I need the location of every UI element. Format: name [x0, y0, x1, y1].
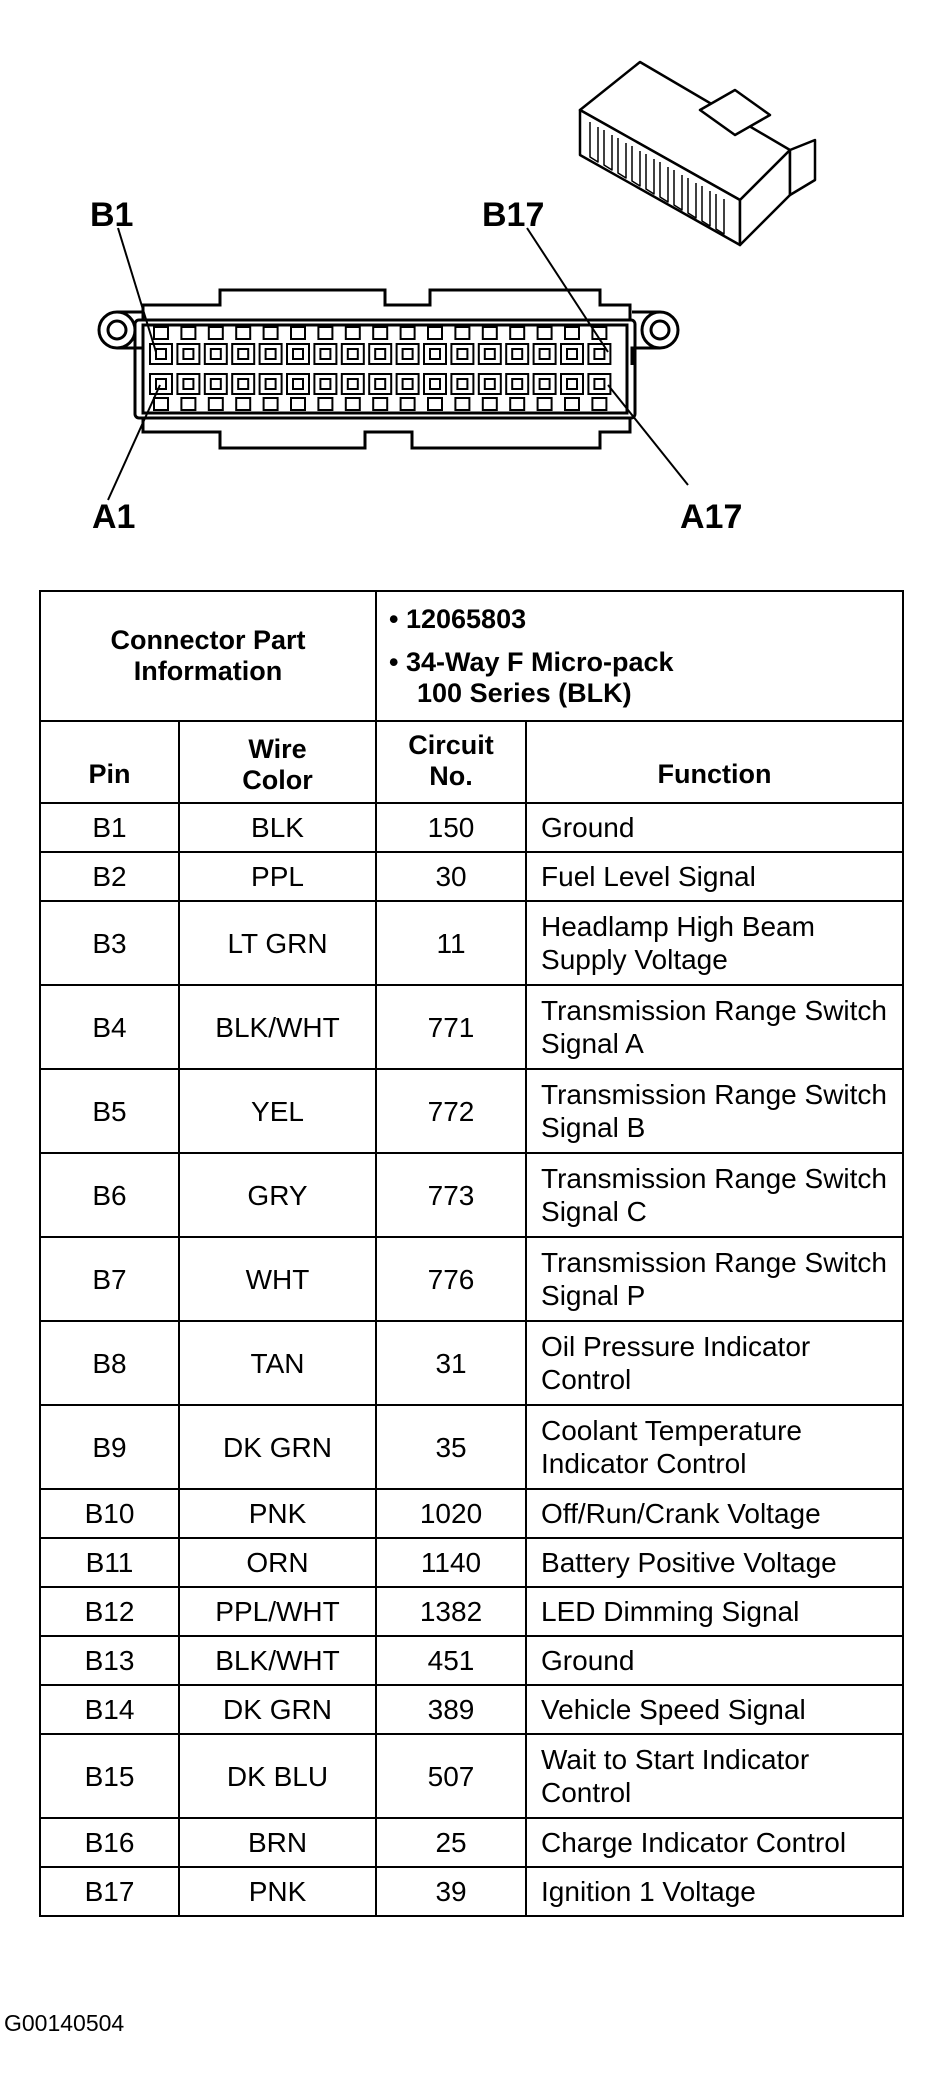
- pin-terminal: [348, 379, 358, 389]
- pin-terminal: [238, 379, 248, 389]
- wire-color-cell: WHT: [179, 1237, 376, 1321]
- col-header-circuit: [376, 721, 526, 803]
- function-cell: Charge Indicator Control: [526, 1818, 903, 1867]
- iso-slot: [688, 178, 696, 218]
- pin-terminal: [485, 379, 495, 389]
- pin-cavity-grid: [150, 327, 610, 410]
- circuit-cell: 1140: [376, 1538, 526, 1587]
- pin-cell: B14: [40, 1685, 179, 1734]
- col-header-function: Function: [526, 721, 903, 803]
- pin-cell: B4: [40, 985, 179, 1069]
- pin-cell: B12: [40, 1587, 179, 1636]
- function-cell: Oil Pressure Indicator Control: [526, 1321, 903, 1405]
- table-row: [40, 901, 903, 985]
- col-header-pin: Pin: [40, 721, 179, 803]
- latch-tab: [209, 398, 223, 410]
- pin-cell: B13: [40, 1636, 179, 1685]
- pin-cavity: [369, 344, 391, 364]
- wire-color-cell: DK GRN: [179, 1685, 376, 1734]
- pin-cavity: [232, 344, 254, 364]
- circuit-cell: 35: [376, 1405, 526, 1489]
- pin-cavity: [342, 374, 364, 394]
- wire-color-cell: BLK: [179, 803, 376, 852]
- function-cell: LED Dimming Signal: [526, 1587, 903, 1636]
- table-row: [40, 803, 903, 852]
- pin-terminal: [512, 349, 522, 359]
- function-cell: Ignition 1 Voltage: [526, 1867, 903, 1916]
- pin-terminal: [512, 379, 522, 389]
- pin-cavity: [205, 374, 227, 394]
- function-cell: Transmission Range Switch Signal B: [526, 1069, 903, 1153]
- circuit-cell: 1020: [376, 1489, 526, 1538]
- table-row: [40, 1538, 903, 1587]
- pin-cavity: [534, 374, 556, 394]
- connector-diagram: [0, 0, 941, 560]
- pin-terminal: [567, 379, 577, 389]
- pin-cavity: [561, 374, 583, 394]
- pin-cell: B16: [40, 1818, 179, 1867]
- pin-cavity: [534, 344, 556, 364]
- circuit-cell: 11: [376, 901, 526, 985]
- pin-cavity: [479, 344, 501, 364]
- pin-cell: B1: [40, 803, 179, 852]
- table-row: [40, 1321, 903, 1405]
- table-row: [40, 1734, 903, 1818]
- table-row: [40, 1587, 903, 1636]
- latch-tab: [510, 327, 524, 339]
- iso-slot: [604, 130, 612, 170]
- pin-cavity: [177, 374, 199, 394]
- latch-tab: [401, 398, 415, 410]
- function-cell: Off/Run/Crank Voltage: [526, 1489, 903, 1538]
- pin-cavity: [397, 374, 419, 394]
- pin-cell: B2: [40, 852, 179, 901]
- circuit-cell: 25: [376, 1818, 526, 1867]
- pin-cavity: [205, 344, 227, 364]
- wire-color-cell: GRY: [179, 1153, 376, 1237]
- circuit-cell: 30: [376, 852, 526, 901]
- pin-cavity: [287, 344, 309, 364]
- function-cell: Coolant Temperature Indicator Control: [526, 1405, 903, 1489]
- latch-tab: [428, 327, 442, 339]
- pin-cavity: [424, 344, 446, 364]
- pin-cavity: [260, 344, 282, 364]
- latch-tab: [510, 398, 524, 410]
- latch-tab: [181, 327, 195, 339]
- pin-cavity: [150, 374, 172, 394]
- circuit-cell: 150: [376, 803, 526, 852]
- circuit-cell: 776: [376, 1237, 526, 1321]
- pin-cavity: [287, 374, 309, 394]
- pin-cavity: [506, 374, 528, 394]
- latch-tab: [483, 327, 497, 339]
- label-a1: A1: [92, 498, 136, 536]
- circuit-cell: 389: [376, 1685, 526, 1734]
- label-b17: B17: [482, 196, 545, 234]
- table-row: [40, 1237, 903, 1321]
- pin-cell: B11: [40, 1538, 179, 1587]
- connector-part-info-title: [40, 591, 376, 721]
- function-cell: Ground: [526, 803, 903, 852]
- label-a17: A17: [680, 498, 743, 536]
- pin-cavity: [177, 344, 199, 364]
- pin-terminal: [293, 379, 303, 389]
- function-cell: Transmission Range Switch Signal A: [526, 985, 903, 1069]
- pin-terminal: [266, 379, 276, 389]
- pin-cavity: [588, 344, 610, 364]
- pin-cell: B5: [40, 1069, 179, 1153]
- function-cell: Wait to Start Indicator Control: [526, 1734, 903, 1818]
- pin-terminal: [594, 349, 604, 359]
- connector-part-details: [376, 591, 903, 721]
- pin-terminal: [430, 379, 440, 389]
- pin-terminal: [430, 349, 440, 359]
- pin-terminal: [485, 349, 495, 359]
- function-cell: Fuel Level Signal: [526, 852, 903, 901]
- iso-slot: [702, 186, 710, 226]
- pin-terminal: [183, 349, 193, 359]
- latch-tab: [592, 398, 606, 410]
- pin-terminal: [457, 379, 467, 389]
- table-row: [40, 852, 903, 901]
- pin-cavity: [451, 344, 473, 364]
- table-row: [40, 1818, 903, 1867]
- connector-front-view: [99, 290, 678, 448]
- pin-terminal: [320, 379, 330, 389]
- connector-info-row: [40, 591, 903, 721]
- pin-terminal: [594, 379, 604, 389]
- latch-tab: [346, 327, 360, 339]
- iso-slot: [590, 122, 598, 162]
- wire-color-cell: DK GRN: [179, 1405, 376, 1489]
- latch-tab: [236, 398, 250, 410]
- pin-cell: B8: [40, 1321, 179, 1405]
- pin-cavity: [506, 344, 528, 364]
- pin-cell: B17: [40, 1867, 179, 1916]
- pin-cell: B15: [40, 1734, 179, 1818]
- table-row: [40, 1069, 903, 1153]
- latch-tab: [373, 327, 387, 339]
- circuit-cell: 507: [376, 1734, 526, 1818]
- pin-terminal: [348, 349, 358, 359]
- pin-terminal: [293, 349, 303, 359]
- latch-tab: [264, 398, 278, 410]
- pin-terminal: [183, 379, 193, 389]
- pin-terminal: [375, 349, 385, 359]
- latch-tab: [428, 398, 442, 410]
- function-cell: Battery Positive Voltage: [526, 1538, 903, 1587]
- pin-terminal: [375, 379, 385, 389]
- pin-cavity: [451, 374, 473, 394]
- wire-color-cell: BLK/WHT: [179, 1636, 376, 1685]
- latch-tab: [538, 327, 552, 339]
- function-cell: Transmission Range Switch Signal C: [526, 1153, 903, 1237]
- latch-tab: [291, 398, 305, 410]
- pin-cavity: [561, 344, 583, 364]
- wire-color-cell: ORN: [179, 1538, 376, 1587]
- wire-color-cell: PPL/WHT: [179, 1587, 376, 1636]
- pin-terminal: [238, 349, 248, 359]
- pin-cavity: [260, 374, 282, 394]
- pin-terminal: [320, 349, 330, 359]
- function-cell: Headlamp High Beam Supply Voltage: [526, 901, 903, 985]
- pin-cell: B10: [40, 1489, 179, 1538]
- pin-terminal: [403, 379, 413, 389]
- function-cell: Transmission Range Switch Signal P: [526, 1237, 903, 1321]
- latch-tab: [483, 398, 497, 410]
- circuit-cell: 771: [376, 985, 526, 1069]
- part-number: • 12065803: [389, 604, 527, 634]
- pin-terminal: [567, 349, 577, 359]
- latch-tab: [154, 327, 168, 339]
- table-row: [40, 1153, 903, 1237]
- iso-slot: [646, 154, 654, 194]
- col-header-wire-color: [179, 721, 376, 803]
- pin-terminal: [540, 379, 550, 389]
- part-description-line-2: 100 Series (BLK): [417, 678, 632, 708]
- iso-slot: [618, 138, 626, 178]
- pin-cavity: [397, 344, 419, 364]
- function-cell: Ground: [526, 1636, 903, 1685]
- latch-tab: [538, 398, 552, 410]
- latch-tab: [373, 398, 387, 410]
- pin-terminal: [156, 379, 166, 389]
- connector-part-info-label: Connector Part Information: [110, 625, 306, 686]
- wire-color-cell: BLK/WHT: [179, 985, 376, 1069]
- latch-tab: [154, 398, 168, 410]
- circuit-cell: 31: [376, 1321, 526, 1405]
- pin-terminal: [266, 349, 276, 359]
- connector-3d-view: [580, 62, 815, 245]
- wire-color-cell: YEL: [179, 1069, 376, 1153]
- table-row: [40, 985, 903, 1069]
- latch-tab: [264, 327, 278, 339]
- circuit-cell: 773: [376, 1153, 526, 1237]
- latch-tab: [318, 327, 332, 339]
- latch-tab: [318, 398, 332, 410]
- pin-cell: B9: [40, 1405, 179, 1489]
- latch-tab: [455, 327, 469, 339]
- pin-cavity: [479, 374, 501, 394]
- part-description-line-1: • 34-Way F Micro-pack: [389, 647, 674, 677]
- iso-slot: [674, 170, 682, 210]
- wire-color-cell: BRN: [179, 1818, 376, 1867]
- circuit-cell: 1382: [376, 1587, 526, 1636]
- col-header-circuit-label: Circuit No.: [408, 730, 494, 791]
- table-row: [40, 1685, 903, 1734]
- wire-color-cell: DK BLU: [179, 1734, 376, 1818]
- latch-tab: [565, 398, 579, 410]
- circuit-cell: 772: [376, 1069, 526, 1153]
- pin-terminal: [457, 349, 467, 359]
- column-header-row: [40, 721, 903, 803]
- latch-tab: [455, 398, 469, 410]
- latch-tab: [401, 327, 415, 339]
- label-b1: B1: [90, 196, 134, 234]
- latch-tab: [346, 398, 360, 410]
- function-cell: Vehicle Speed Signal: [526, 1685, 903, 1734]
- pin-terminal: [403, 349, 413, 359]
- latch-tab: [209, 327, 223, 339]
- latch-tab: [236, 327, 250, 339]
- wire-color-cell: PNK: [179, 1489, 376, 1538]
- wire-color-cell: LT GRN: [179, 901, 376, 985]
- figure-code: G00140504: [4, 2010, 125, 2036]
- circuit-cell: 451: [376, 1636, 526, 1685]
- pin-terminal: [211, 349, 221, 359]
- pin-cavity: [232, 374, 254, 394]
- pin-cavity: [342, 344, 364, 364]
- table-row: [40, 1636, 903, 1685]
- iso-slot: [716, 194, 724, 234]
- iso-slot: [660, 162, 668, 202]
- latch-tab: [291, 327, 305, 339]
- connector-pinout-table: [39, 590, 904, 1917]
- table-row: [40, 1867, 903, 1916]
- iso-slot: [632, 146, 640, 186]
- pin-cell: B7: [40, 1237, 179, 1321]
- pin-cavity: [588, 374, 610, 394]
- pin-cavity: [369, 374, 391, 394]
- pin-cavity: [150, 344, 172, 364]
- table-row: [40, 1405, 903, 1489]
- pin-terminal: [540, 349, 550, 359]
- pin-cell: B6: [40, 1153, 179, 1237]
- col-header-wire-color-label: Wire Color: [242, 734, 313, 795]
- table-row: [40, 1489, 903, 1538]
- pin-cavity: [314, 374, 336, 394]
- pin-cell: B3: [40, 901, 179, 985]
- wire-color-cell: TAN: [179, 1321, 376, 1405]
- pin-terminal: [211, 379, 221, 389]
- pin-terminal: [156, 349, 166, 359]
- circuit-cell: 39: [376, 1867, 526, 1916]
- latch-tab: [181, 398, 195, 410]
- wire-color-cell: PPL: [179, 852, 376, 901]
- pin-cavity: [314, 344, 336, 364]
- latch-tab: [565, 327, 579, 339]
- pin-cavity: [424, 374, 446, 394]
- wire-color-cell: PNK: [179, 1867, 376, 1916]
